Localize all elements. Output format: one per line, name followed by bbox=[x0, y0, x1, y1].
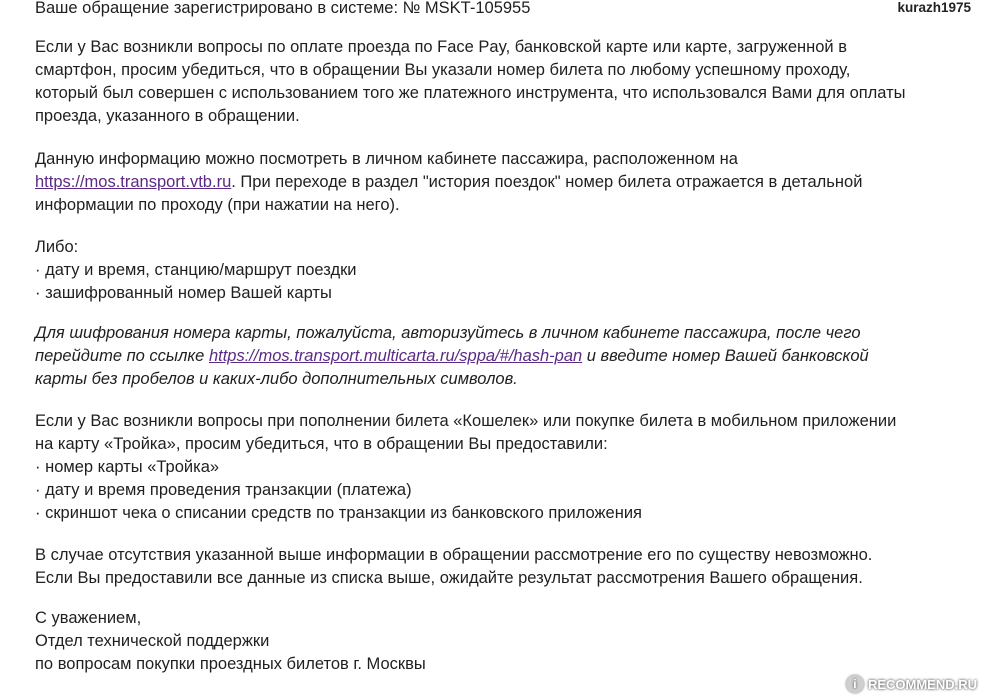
paragraph-cabinet bbox=[35, 148, 862, 217]
text-line: на карту «Тройка», просим убедиться, что в обращении Вы предоставили: bbox=[35, 435, 608, 453]
text-line: В случае отсутствия указанной выше информации в обращении рассмотрение его по существу невозможно. bbox=[35, 546, 873, 564]
text-line: Если Вы предоставили все данные из списка выше, ожидайте результат рассмотрения Вашего обращения. bbox=[35, 569, 863, 587]
signature bbox=[35, 607, 426, 676]
text-span: и введите номер Вашей банковской bbox=[582, 347, 869, 365]
text-span: перейдите по ссылке bbox=[35, 347, 209, 365]
text-line: который был совершен с использованием того же платежного инструмента, что использовался Вами для оплаты bbox=[35, 84, 906, 102]
text-line bbox=[35, 171, 862, 194]
text-line: Если у Вас возникли вопросы при пополнении билета «Кошелек» или покупке билета в мобильном приложении bbox=[35, 412, 897, 430]
registration-text: Ваше обращение зарегистрировано в системе: № MSKT-105955 bbox=[35, 0, 531, 17]
text-line: Либо: bbox=[35, 238, 79, 256]
vtb-transport-link[interactable]: https://mos.transport.vtb.ru bbox=[35, 173, 232, 191]
list-item: · скриншот чека о списании средств по транзакции из банковского приложения bbox=[35, 504, 642, 522]
paragraph-missing-info bbox=[35, 544, 872, 590]
text-line: карты без пробелов и каких-либо дополнительных символов. bbox=[35, 370, 518, 388]
list-item: · дату и время проведения транзакции (платежа) bbox=[35, 481, 412, 499]
text-span: . При переходе в раздел "история поездок" номер билета отражается в детальной bbox=[231, 173, 863, 191]
recommend-watermark bbox=[846, 675, 977, 693]
list-item: · дату и время, станцию/маршрут поездки bbox=[35, 261, 357, 279]
text-line: Если у Вас возникли вопросы по оплате проезда по Face Pay, банковской карте или карте, загруженной в bbox=[35, 38, 847, 56]
text-line: смартфон, просим убедиться, что в обращении Вы указали номер билета по любому успешному проходу, bbox=[35, 61, 851, 79]
text-line: информации по проходу (при нажатии на него). bbox=[35, 196, 400, 214]
watermark-text: RECOMMEND.RU bbox=[867, 676, 977, 692]
signature-line: по вопросам покупки проездных билетов г. Москвы bbox=[35, 655, 426, 673]
list-item: · зашифрованный номер Вашей карты bbox=[35, 284, 332, 302]
recommend-logo-icon: i bbox=[846, 675, 864, 693]
text-line: проезда, указанного в обращении. bbox=[35, 107, 300, 125]
text-line: Для шифрования номера карты, пожалуйста, авторизуйтесь в личном кабинете пассажира, после чего bbox=[35, 324, 861, 342]
paragraph-faceplay bbox=[35, 36, 906, 128]
text-line: Данную информацию можно посмотреть в личном кабинете пассажира, расположенном на bbox=[35, 150, 738, 168]
text-line bbox=[35, 345, 869, 368]
username[interactable]: kurazh1975 bbox=[897, 0, 971, 15]
paragraph-encryption bbox=[35, 322, 869, 391]
multicarta-hash-link[interactable]: https://mos.transport.multicarta.ru/sppa/#/hash-pan bbox=[208, 347, 583, 365]
paragraph-alternative bbox=[35, 236, 357, 305]
list-item: · номер карты «Тройка» bbox=[35, 458, 220, 476]
signature-line: С уважением, bbox=[35, 609, 142, 627]
signature-line: Отдел технической поддержки bbox=[35, 632, 270, 650]
paragraph-troika bbox=[35, 410, 896, 525]
